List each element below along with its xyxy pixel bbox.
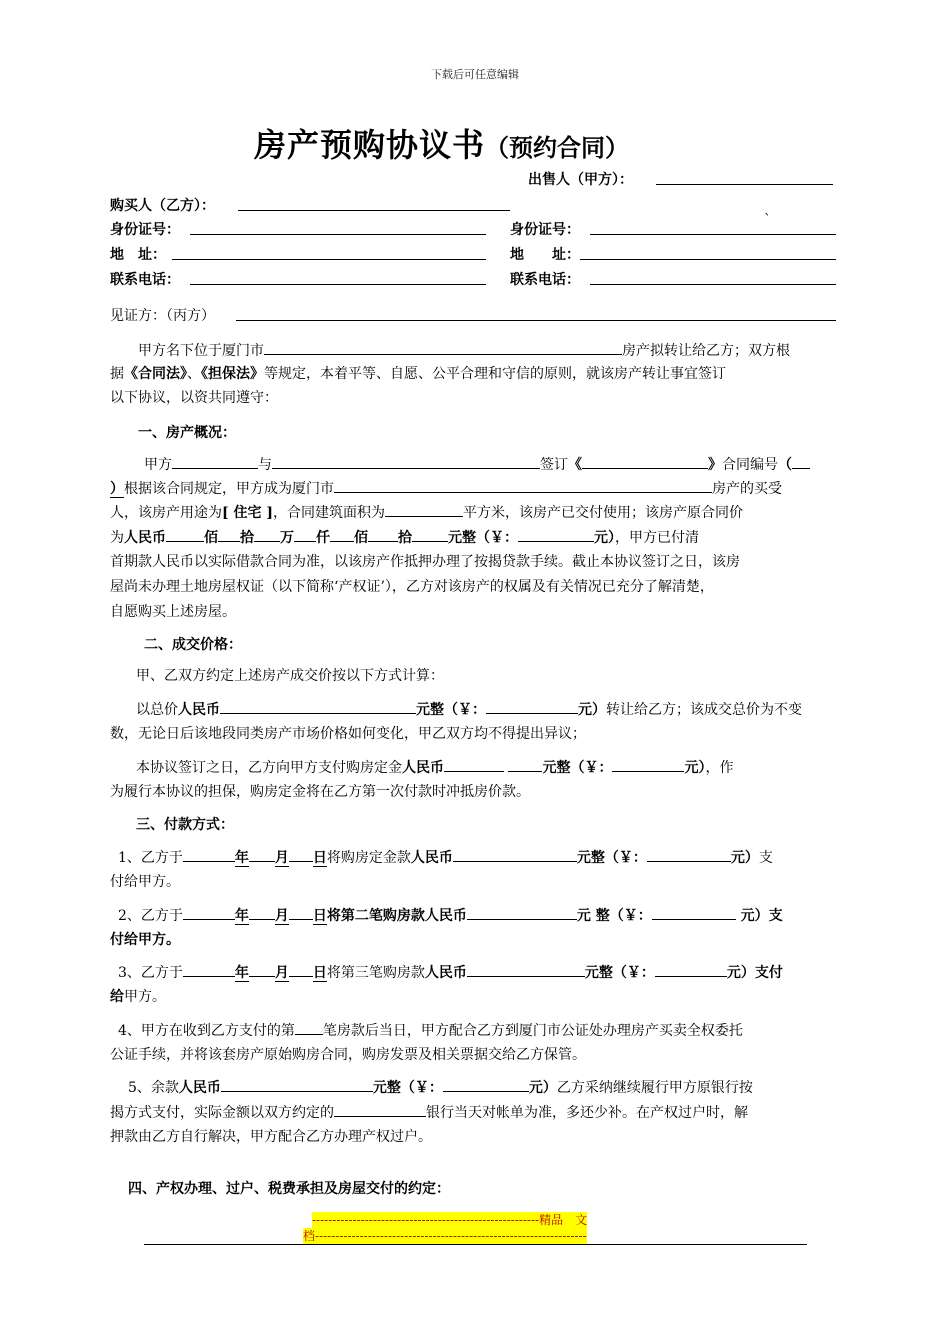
phone-label-right: 联系电话： (510, 272, 580, 288)
title-main: 房产预购协议书 (254, 126, 486, 164)
title-sub: （预约合同） (485, 134, 630, 162)
s3-item-1-line-2: 付给甲方。 (110, 874, 180, 890)
seller-field[interactable] (656, 184, 833, 185)
section-4-heading: 四、产权办理、过户、税费承担及房屋交付的约定： (128, 1181, 450, 1197)
header-note: 下载后可任意编辑 (431, 68, 519, 81)
buyer-field[interactable] (238, 210, 510, 211)
id-field-right[interactable] (590, 234, 836, 235)
s3-item-3-line-1: 3、乙方于 年 月 日将第三笔购房款人民币 元整（￥： 元）支付 (118, 962, 783, 983)
footer-rule (144, 1244, 807, 1245)
buyer-label: 购买人（乙方）： (110, 198, 215, 214)
phone-label-left: 联系电话： (110, 272, 180, 288)
footer-watermark-line-1: --------------------------------------------------------精品 文 (312, 1213, 588, 1227)
s1-line-7: 自愿购买上述房屋。 (110, 604, 236, 620)
s3-item-5-line-2: 揭方式支付，实际金额以双方约定的 银行当天对帐单为准，多还少补。在产权过户时，解 (110, 1102, 748, 1123)
s2-line-1: 甲、乙双方约定上述房产成交价按以下方式计算： (136, 668, 444, 684)
id-label-right: 身份证号： (510, 222, 580, 238)
section-3-heading: 三、付款方式： (136, 817, 234, 833)
s1-line-5: 首期款人民币以实际借款合同为准，以该房产作抵押办理了按揭贷款手续。截止本协议签订之日，该房 (110, 554, 740, 570)
witness-field[interactable] (236, 320, 836, 321)
phone-field-left[interactable] (190, 284, 486, 285)
s3-item-2-line-1: 2、乙方于 年 月 日将第二笔购房款人民币 元 整（￥： 元）支 (118, 905, 783, 926)
phone-field-right[interactable] (590, 284, 836, 285)
s3-item-4-line-2: 公证手续，并将该套房产原始购房合同，购房发票及相关票据交给乙方保管。 (110, 1047, 586, 1063)
footer-watermark-line-2: 档------------------------------------------------------------------- (303, 1229, 587, 1243)
s3-item-5-line-3: 押款由乙方自行解决，甲方配合乙方办理产权过户。 (110, 1129, 432, 1145)
address-label-right: 地 址： (510, 247, 580, 263)
section-1-heading: 一、房产概况： (138, 425, 236, 441)
tick-mark: ` (764, 212, 771, 228)
s2-para-1-line-2: 数，无论日后该地段同类房产市场价格如何变化，甲乙双方均不得提出异议； (110, 726, 586, 742)
s3-item-2-line-2: 付给甲方。 (110, 932, 180, 948)
s3-item-5-line-1: 5、余款人民币 元整（￥： 元）乙方采纳继续履行甲方原银行按 (128, 1077, 753, 1098)
s1-line-6: 屋尚未办理土地房屋权证（以下简称‘产权证’），乙方对该房产的权属及有关情况已充分了解清楚， (110, 579, 714, 595)
s3-item-4-line-1: 4、甲方在收到乙方支付的第 笔房款后当日，甲方配合乙方到厦门市公证处办理房产买卖全权委托 (118, 1020, 743, 1041)
witness-label: 见证方：（丙方） (110, 308, 215, 324)
seller-label: 出售人（甲方）： (528, 172, 633, 188)
s2-para-2-line-1: 本协议签订之日，乙方向甲方支付购房定金人民币 元整（￥： 元），作 (136, 757, 733, 778)
s3-item-1-line-1: 1、乙方于 年 月 日将购房定金款人民币 元整（￥： 元）支 (118, 847, 773, 868)
s2-para-1-line-1: 以总价人民币 元整（￥： 元）转让给乙方；该成交总价为不变 (136, 699, 802, 720)
address-label-left: 地 址： (110, 247, 166, 263)
s3-item-3-line-2: 给甲方。 (110, 989, 166, 1005)
id-label-left: 身份证号： (110, 222, 180, 238)
address-field-left[interactable] (172, 259, 486, 260)
section-2-heading: 二、成交价格： (144, 637, 242, 653)
s1-line-1: 甲方 与 签订《 》合同编号（ (144, 454, 810, 475)
intro-line-3: 以下协议，以资共同遵守： (110, 390, 278, 406)
page-title (254, 120, 629, 166)
s2-para-2-line-2: 为履行本协议的担保，购房定金将在乙方第一次付款时冲抵房价款。 (110, 784, 530, 800)
address-field-right[interactable] (580, 259, 836, 260)
id-field-left[interactable] (190, 234, 486, 235)
s1-line-3: 人，该房产用途为[ 住宅 ]，合同建筑面积为 平方米，该房产已交付使用；该房产原合同价 (110, 502, 743, 523)
s1-line-2: ）根据该合同规定，甲方成为厦门市 房产的买受 (110, 478, 782, 499)
s1-line-4: 为人民币 佰 拾 万 仟 佰 拾 元整（￥： 元），甲方已付清 (110, 527, 699, 548)
intro-line-2: 据《合同法》、《担保法》等规定，本着平等、自愿、公平合理和守信的原则，就该房产转让事宜签订 (110, 366, 726, 382)
intro-line-1: 甲方名下位于厦门市 房产拟转让给乙方；双方根 (138, 340, 790, 361)
